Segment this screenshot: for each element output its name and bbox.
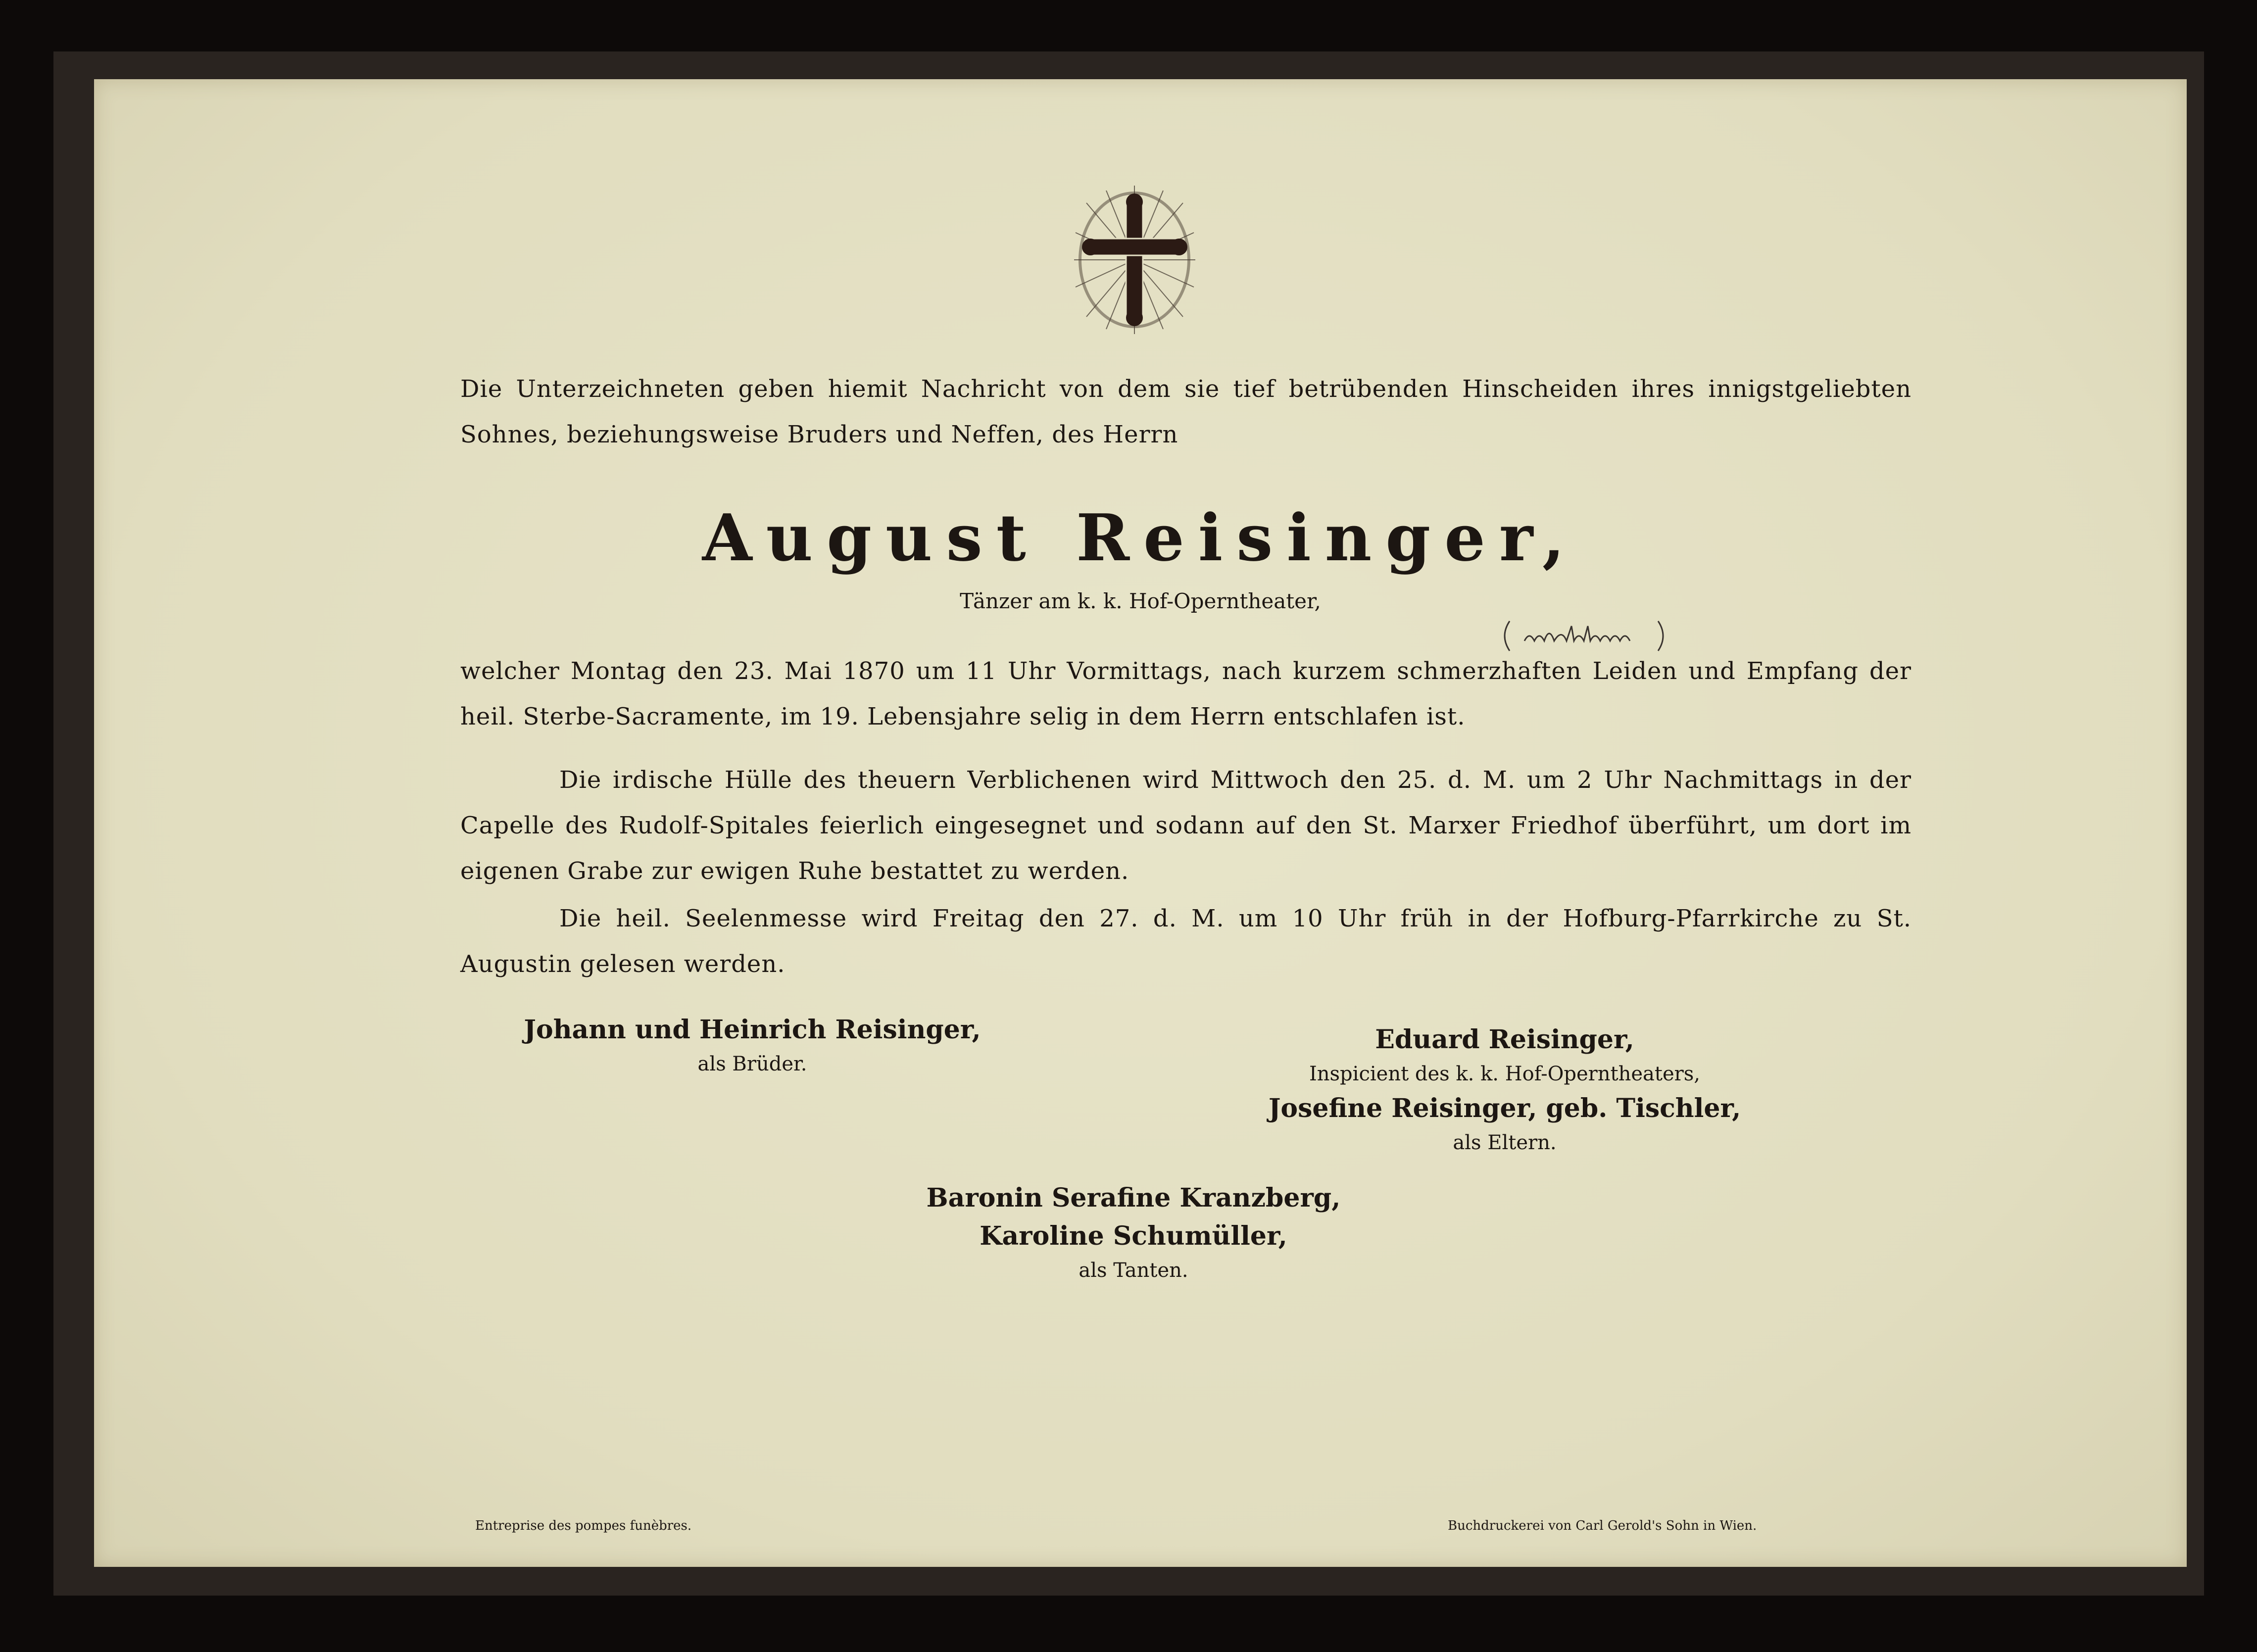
father-title: Inspicient des k. k. Hof-Operntheaters, — [1309, 1063, 1701, 1085]
aunt-name-2: Karoline Schumüller, — [980, 1221, 1287, 1251]
funeral-paragraph: Die irdische Hülle des theuern Verblichenen wird Mittwoch den 25. d. M. um 2 Uhr Nachmittags in der Capelle des Rudolf-Spitales feierlich eingesegnet und sodann auf den St. Marxer Friedhof überführt, um dort im eigenen Grabe zur ewigen Ruhe bestattet zu werden. — [460, 766, 1912, 885]
deceased-occupation: Tänzer am k. k. Hof-Operntheater, — [960, 589, 1321, 613]
death-notice-sheet — [94, 79, 2187, 1567]
signature-brothers — [505, 1015, 1000, 1083]
deceased-name: August Reisinger, — [702, 500, 1579, 576]
father-name: Eduard Reisinger, — [1375, 1024, 1634, 1055]
cross-emblem-icon — [1072, 183, 1198, 337]
aunts-role: als Tanten. — [1079, 1259, 1188, 1282]
intro-paragraph: Die Unterzeichneten geben hiemit Nachricht von dem sie tief betrübenden Hinscheiden ihres innigstgeliebten Sohnes, beziehungsweise Bruders und Neffen, des Herrn — [460, 375, 1912, 448]
imprint-printer: Buchdruckerei von Carl Gerold's Sohn in Wien. — [1448, 1518, 1757, 1533]
parents-role: als Eltern. — [1453, 1131, 1557, 1154]
brothers-names: Johann und Heinrich Reisinger, — [524, 1015, 981, 1045]
signature-aunts — [861, 1183, 1406, 1290]
brothers-role: als Brüder. — [697, 1053, 807, 1075]
aunt-name-1: Baronin Serafine Kranzberg, — [926, 1183, 1341, 1213]
death-details-paragraph: welcher Montag den 23. Mai 1870 um 11 Uhr Vormittags, nach kurzem schmerzhaften Leiden und Empfang der heil. Sterbe-Sacramente, im 19. Lebensjahre selig in dem Herrn entschlafen ist. — [460, 657, 1912, 730]
imprint-undertaker: Entreprise des pompes funèbres. — [475, 1518, 692, 1533]
signature-parents — [1232, 1024, 1777, 1162]
requiem-mass-paragraph: Die heil. Seelenmesse wird Freitag den 27. d. M. um 10 Uhr früh in der Hofburg-Pfarrkirche zu St. Augustin gelesen werden. — [460, 905, 1912, 978]
mother-name: Josefine Reisinger, geb. Tischler, — [1268, 1093, 1741, 1123]
